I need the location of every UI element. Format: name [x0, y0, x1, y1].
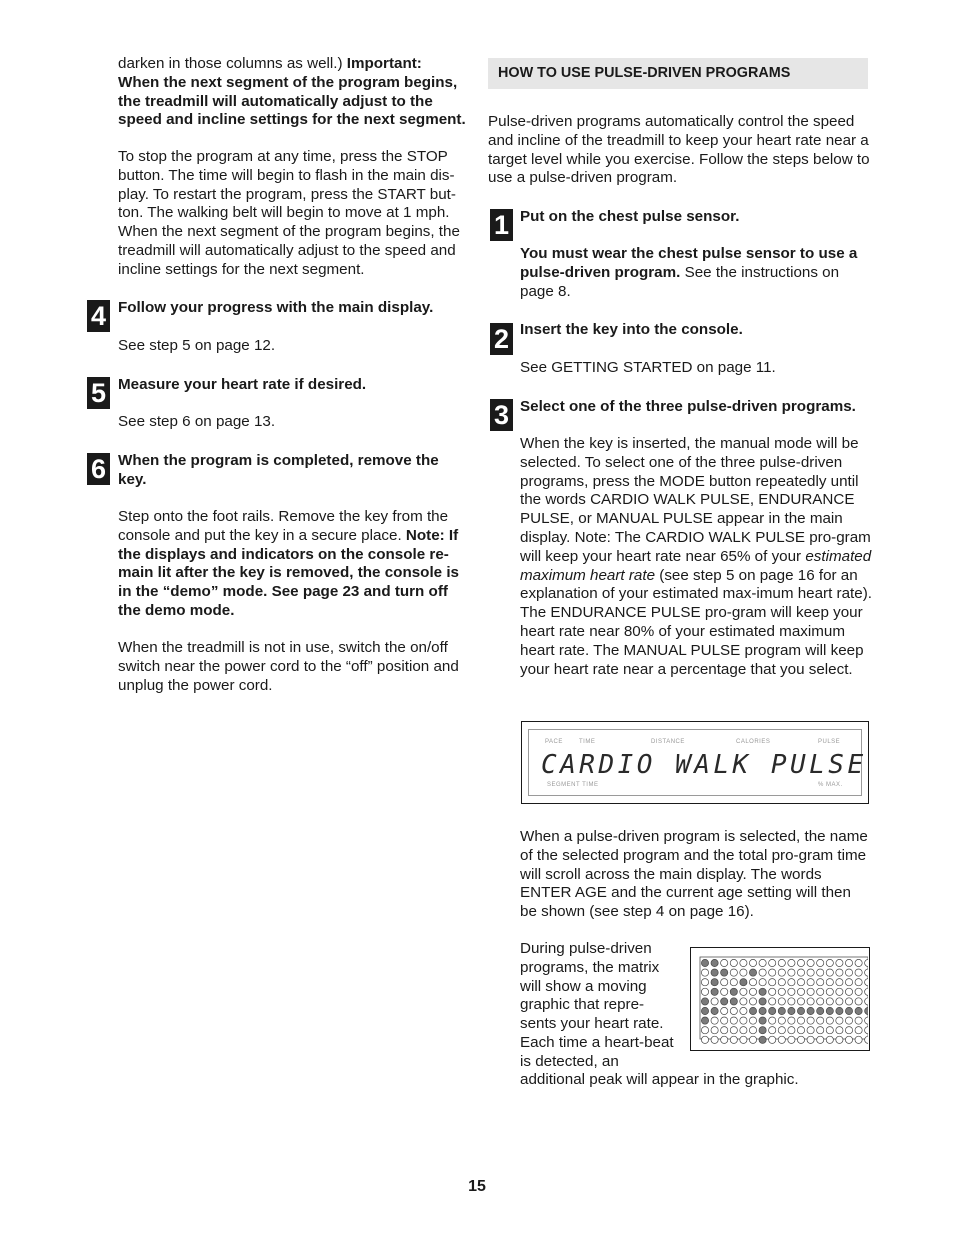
matrix-dot: [797, 1027, 804, 1034]
paragraph-important: [118, 55, 466, 130]
matrix-dot: [778, 1036, 785, 1043]
matrix-dot: [836, 998, 843, 1005]
matrix-dot: [836, 1007, 843, 1014]
matrix-dot: [721, 998, 728, 1005]
step-4-text: See step 5 on page 12.: [118, 337, 276, 354]
text-plain: See the instructions on page 8.: [520, 263, 840, 300]
matrix-dot: [826, 998, 833, 1005]
matrix-dot: [759, 1017, 766, 1024]
matrix-dot: [730, 979, 737, 986]
matrix-display-illustration: [690, 947, 870, 1051]
step-1-text: [520, 245, 872, 301]
step-6-text: [118, 508, 466, 621]
matrix-dot: [807, 1007, 814, 1014]
matrix-dot: [711, 1036, 718, 1043]
matrix-dot: [826, 1036, 833, 1043]
matrix-dot: [836, 969, 843, 976]
matrix-dot: [855, 988, 862, 995]
matrix-dot: [730, 1007, 737, 1014]
text-note: Note: If the displays and indicators on the console re-main lit after the key is removed, the console is in the “demo” mode. See page 23 and turn off the demo mode.: [118, 526, 459, 619]
matrix-dot: [769, 979, 776, 986]
matrix-dot: [701, 969, 708, 976]
step-number-3: 3: [490, 399, 513, 431]
page-number: 15: [468, 1178, 486, 1195]
matrix-dot: [721, 979, 728, 986]
step-number-1: 1: [490, 209, 513, 241]
matrix-dot: [817, 1007, 824, 1014]
matrix-dot: [836, 979, 843, 986]
matrix-dot: [740, 998, 747, 1005]
matrix-dot: [836, 959, 843, 966]
matrix-dot: [817, 969, 824, 976]
matrix-dot: [865, 1007, 868, 1014]
matrix-dot: [855, 1027, 862, 1034]
matrix-dot: [826, 1007, 833, 1014]
matrix-dot: [845, 959, 852, 966]
matrix-dot: [797, 959, 804, 966]
matrix-dot: [749, 979, 756, 986]
matrix-dot: [865, 959, 868, 966]
matrix-dot: [749, 1017, 756, 1024]
matrix-dot: [749, 959, 756, 966]
matrix-dot: [778, 998, 785, 1005]
matrix-dot: [701, 1027, 708, 1034]
matrix-dot: [817, 988, 824, 995]
matrix-dot: [817, 1036, 824, 1043]
matrix-dot: [855, 959, 862, 966]
matrix-dot: [711, 998, 718, 1005]
matrix-dot: [778, 969, 785, 976]
matrix-dot: [749, 1007, 756, 1014]
text-plain: When the key is inserted, the manual mode will be selected. To select one of the three pulse-driven programs, press the MODE button repeatedly until the words CARDIO WALK PULSE, ENDURANCE PULSE, or MANUAL PULSE appear in the main display. Note: The CARDIO WALK PULSE pro-gram will keep your heart rate near 65% of your: [520, 435, 871, 565]
matrix-dot: [730, 998, 737, 1005]
matrix-dot: [788, 1036, 795, 1043]
matrix-dot: [807, 1017, 814, 1024]
matrix-dot: [817, 1017, 824, 1024]
matrix-dot: [778, 1017, 785, 1024]
matrix-dot: [797, 988, 804, 995]
matrix-dot: [807, 969, 814, 976]
matrix-dot: [721, 1027, 728, 1034]
matrix-dot: [845, 1027, 852, 1034]
lcd-label-distance: DISTANCE: [651, 739, 685, 745]
step-4-title: Follow your progress with the main display.: [118, 299, 434, 316]
matrix-dot: [711, 979, 718, 986]
intro-paragraph: Pulse-driven programs automatically control the speed and incline of the treadmill to keep your heart rate near a target level while you exercise. Follow the steps below to use a pulse-driven program.: [488, 113, 870, 187]
matrix-dot: [740, 1017, 747, 1024]
matrix-dot: [778, 1007, 785, 1014]
matrix-dot: [865, 1027, 868, 1034]
matrix-dot: [721, 988, 728, 995]
matrix-dot: [855, 1007, 862, 1014]
matrix-dot: [826, 959, 833, 966]
matrix-dot: [845, 1036, 852, 1043]
matrix-dot: [701, 1017, 708, 1024]
matrix-dot: [769, 959, 776, 966]
matrix-dot: [855, 979, 862, 986]
matrix-dot: [826, 979, 833, 986]
matrix-dot: [740, 1027, 747, 1034]
text-bold: You must wear the chest pulse sensor to use a pulse-driven program.: [520, 245, 858, 281]
matrix-dot: [769, 1027, 776, 1034]
text-plain: (see step 5 on page 16 for an explanation of your estimated max-imum heart rate). The ENDURANCE PULSE pro-gram will keep your heart rate near 80% of your estimated maximum heart rate. The MANUAL PULSE program will keep your heart rate near a percentage that you select.: [520, 566, 872, 678]
matrix-dot: [797, 969, 804, 976]
matrix-dot: [865, 969, 868, 976]
matrix-dot: [797, 1017, 804, 1024]
lcd-display-illustration: [521, 721, 869, 804]
matrix-dot: [865, 988, 868, 995]
matrix-dot: [769, 1007, 776, 1014]
matrix-dot: [769, 988, 776, 995]
matrix-dot: [788, 988, 795, 995]
matrix-dot: [721, 1017, 728, 1024]
matrix-dot: [865, 998, 868, 1005]
matrix-dot: [759, 969, 766, 976]
matrix-dot: [759, 1007, 766, 1014]
matrix-dot: [749, 969, 756, 976]
matrix-dot: [740, 1036, 747, 1043]
matrix-dot: [711, 988, 718, 995]
matrix-dot: [797, 998, 804, 1005]
matrix-dot: [826, 1027, 833, 1034]
matrix-dot: [845, 1017, 852, 1024]
matrix-dot: [817, 959, 824, 966]
matrix-dot: [730, 969, 737, 976]
matrix-dot: [807, 959, 814, 966]
matrix-dot: [845, 969, 852, 976]
matrix-dot: [701, 998, 708, 1005]
matrix-dot: [788, 1027, 795, 1034]
matrix-dot: [845, 988, 852, 995]
text-italic: estimated maximum heart rate: [520, 547, 872, 584]
matrix-dot: [788, 969, 795, 976]
matrix-dot: [807, 998, 814, 1005]
matrix-dot: [740, 979, 747, 986]
matrix-dot: [730, 1036, 737, 1043]
matrix-dot: [826, 1017, 833, 1024]
matrix-dot: [701, 988, 708, 995]
matrix-dot: [769, 1017, 776, 1024]
matrix-dot: [797, 1007, 804, 1014]
matrix-dot: [845, 979, 852, 986]
matrix-dot: [817, 979, 824, 986]
lcd-label-pace: PACE: [545, 739, 563, 745]
matrix-dot: [740, 988, 747, 995]
text-plain: darken in those columns as well.): [118, 55, 347, 72]
matrix-dot: [836, 1027, 843, 1034]
paragraph-after-lcd: When a pulse-driven program is selected, the name of the selected program and the total pro-gram time will scroll across the main display. The words ENTER AGE and the current age setting will then be shown (see step 4 on page 16).: [520, 828, 868, 921]
matrix-dot: [711, 969, 718, 976]
matrix-dot: [788, 979, 795, 986]
matrix-dot: [721, 959, 728, 966]
matrix-dot: [721, 1036, 728, 1043]
matrix-dot: [759, 988, 766, 995]
step-3-text: [520, 435, 872, 679]
step-5-title: Measure your heart rate if desired.: [118, 376, 367, 393]
matrix-dot: [855, 1017, 862, 1024]
matrix-dot: [788, 1017, 795, 1024]
text-plain: Step onto the foot rails. Remove the key from the console and put the key in a secure place.: [118, 508, 449, 544]
matrix-dot: [817, 1027, 824, 1034]
matrix-dot: [817, 998, 824, 1005]
matrix-dot: [749, 998, 756, 1005]
matrix-dot: [759, 979, 766, 986]
paragraph-matrix-end: additional peak will appear in the graphic.: [520, 1071, 799, 1088]
matrix-dot: [855, 969, 862, 976]
step-6-title: When the program is completed, remove the key.: [118, 452, 439, 488]
matrix-dot: [701, 1036, 708, 1043]
matrix-dot: [759, 1027, 766, 1034]
step-2-title: Insert the key into the console.: [520, 321, 743, 338]
step-number-4: 4: [87, 300, 110, 332]
matrix-dot: [749, 988, 756, 995]
matrix-dot: [826, 969, 833, 976]
matrix-dot: [807, 1036, 814, 1043]
matrix-dot: [730, 988, 737, 995]
lcd-segment-text: CARDIO WALK PULSE: [541, 750, 867, 780]
matrix-dot: [769, 1036, 776, 1043]
matrix-dot: [788, 959, 795, 966]
step-2-text: See GETTING STARTED on page 11.: [520, 359, 776, 376]
matrix-dot: [701, 979, 708, 986]
matrix-dot: [759, 998, 766, 1005]
step-1-title: Put on the chest pulse sensor.: [520, 208, 740, 225]
matrix-dot: [740, 1007, 747, 1014]
step-3-title: Select one of the three pulse-driven programs.: [520, 398, 856, 415]
lcd-screen: [528, 729, 867, 796]
matrix-dot: [855, 998, 862, 1005]
matrix-dot: [807, 1027, 814, 1034]
matrix-dot: [730, 1027, 737, 1034]
matrix-dot: [749, 1036, 756, 1043]
section-heading: HOW TO USE PULSE-DRIVEN PROGRAMS: [488, 58, 868, 89]
matrix-dot: [778, 979, 785, 986]
matrix-dot: [845, 1007, 852, 1014]
matrix-dot: [749, 1027, 756, 1034]
matrix-dot: [778, 959, 785, 966]
step-number-5: 5: [87, 377, 110, 409]
matrix-dot: [788, 1007, 795, 1014]
matrix-dot: [836, 1017, 843, 1024]
matrix-dot: [865, 1017, 868, 1024]
matrix-dot: [711, 1007, 718, 1014]
lcd-label-segment-time: SEGMENT TIME: [547, 782, 599, 788]
matrix-dot: [730, 959, 737, 966]
matrix-dot: [807, 979, 814, 986]
lcd-label-pulse: PULSE: [818, 739, 841, 745]
matrix-dot: [807, 988, 814, 995]
matrix-dot: [769, 998, 776, 1005]
matrix-dot: [701, 1007, 708, 1014]
step-number-2: 2: [490, 323, 513, 355]
matrix-dot: [865, 1036, 868, 1043]
lcd-label-calories: CALORIES: [736, 739, 771, 745]
text-important: Important: When the next segment of the program begins, the treadmill will automatically adjust to the speed and incline settings for the next segment.: [118, 55, 466, 129]
matrix-dot: [711, 1017, 718, 1024]
matrix-dot: [721, 969, 728, 976]
matrix-dot: [769, 969, 776, 976]
matrix-dot: [740, 969, 747, 976]
paragraph-stop-program: To stop the program at any time, press the STOP button. The time will begin to flash in the main dis-play. To restart the program, press the START but-ton. The walking belt will begin to move at 1 mph. When the next segment of the program begins, the treadmill will automatically adjust to the speed and incline settings for the next segment.: [118, 148, 460, 278]
matrix-dot: [740, 959, 747, 966]
matrix-dot: [778, 1027, 785, 1034]
matrix-dot: [788, 998, 795, 1005]
matrix-dot: [711, 959, 718, 966]
paragraph-matrix: During pulse-driven programs, the matrix will show a moving graphic that repre-sents your heart rate. Each time a heart-beat is detected, an: [520, 940, 674, 1070]
paragraph-power-off: When the treadmill is not in use, switch the on/off switch near the power cord to the “off” position and unplug the power cord.: [118, 639, 459, 694]
matrix-dot: [836, 1036, 843, 1043]
matrix-dot: [797, 1036, 804, 1043]
matrix-dot: [845, 998, 852, 1005]
matrix-dot: [759, 959, 766, 966]
matrix-dot: [826, 988, 833, 995]
matrix-dot: [701, 959, 708, 966]
step-number-6: 6: [87, 453, 110, 485]
matrix-dot: [797, 979, 804, 986]
matrix-dot: [778, 988, 785, 995]
matrix-dot: [759, 1036, 766, 1043]
matrix-dots-graphic: [691, 948, 868, 1049]
matrix-dot: [711, 1027, 718, 1034]
lcd-label-time: TIME: [579, 739, 596, 745]
matrix-dot: [865, 979, 868, 986]
matrix-dot: [721, 1007, 728, 1014]
matrix-dot: [836, 988, 843, 995]
matrix-dot: [730, 1017, 737, 1024]
lcd-label-pct-max: % MAX.: [818, 782, 843, 788]
step-5-text: See step 6 on page 13.: [118, 413, 276, 430]
matrix-dot: [855, 1036, 862, 1043]
